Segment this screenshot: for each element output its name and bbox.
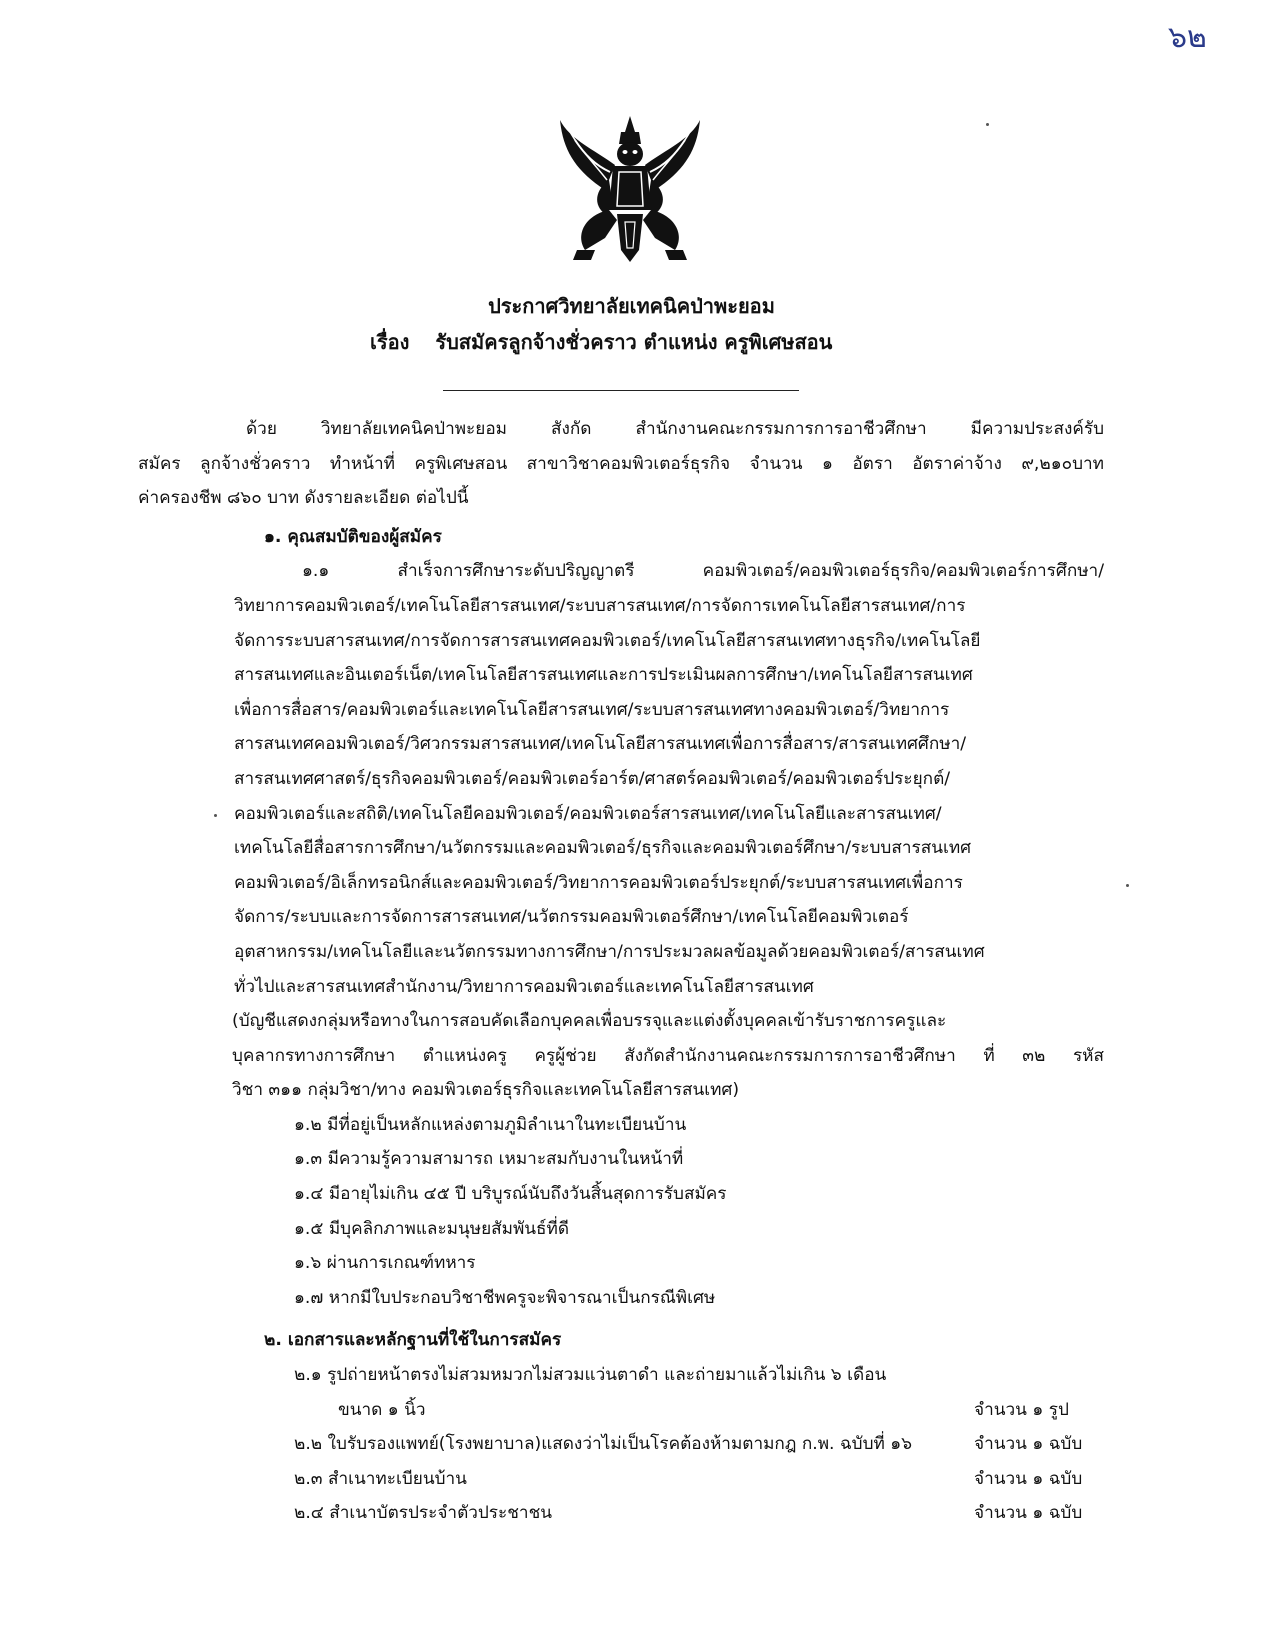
item-2-2-text: ๒.๒ ใบรับรองแพทย์(โรงพยาบาล)แสดงว่าไม่เป็นโรคต้องห้ามตามกฎ ก.พ. ฉบับที่ ๑๖ bbox=[294, 1434, 913, 1455]
item-1-1-line: ทั่วไปและสารสนเทศสำนักงาน/วิทยาการคอมพิวเตอร์และเทคโนโลยีสารสนเทศ bbox=[234, 976, 814, 997]
section-2-heading: ๒. เอกสารและหลักฐานที่ใช้ในการสมัคร bbox=[264, 1330, 562, 1351]
intro-line-2: สมัคร ลูกจ้างชั่วคราว ทำหน้าที่ ครูพิเศษสอน สาขาวิชาคอมพิวเตอร์ธุรกิจ จำนวน ๑ อัตรา อัตราค่าจ้าง ๙,๒๑๐บาท bbox=[138, 453, 1104, 474]
subject-label: เรื่อง bbox=[370, 330, 410, 354]
item-2-1-size bbox=[246, 1393, 1104, 1428]
scan-speck bbox=[986, 123, 989, 126]
scan-speck bbox=[214, 814, 217, 817]
item-1-1-line: คอมพิวเตอร์/อิเล็กทรอนิกส์และคอมพิวเตอร์/วิทยาการคอมพิวเตอร์ประยุกต์/ระบบสารสนเทศเพื่อการ bbox=[234, 872, 963, 893]
item-1-1-line: จัดการ/ระบบและการจัดการสารสนเทศ/นวัตกรรมคอมพิวเตอร์ศึกษา/เทคโนโลยีคอมพิวเตอร์ bbox=[234, 907, 909, 928]
intro-line-3: ค่าครองชีพ ๘๖๐ บาท ดังรายละเอียด ต่อไปนี้ bbox=[138, 488, 469, 509]
item-1-7: ๑.๗ หากมีใบประกอบวิชาชีพครูจะพิจารณาเป็นกรณีพิเศษ bbox=[294, 1287, 716, 1308]
item-1-1-line: สารสนเทศศาสตร์/ธุรกิจคอมพิวเตอร์/คอมพิวเตอร์อาร์ต/ศาสตร์คอมพิวเตอร์/คอมพิวเตอร์ประยุกต์/ bbox=[234, 768, 951, 789]
item-2-3 bbox=[246, 1462, 1104, 1497]
garuda-emblem-icon bbox=[555, 110, 705, 270]
item-2-4-qty: จำนวน ๑ ฉบับ bbox=[974, 1503, 1083, 1524]
item-2-3-text: ๒.๓ สำเนาทะเบียนบ้าน bbox=[294, 1468, 467, 1489]
item-1-1-line: เทคโนโลยีสื่อสารการศึกษา/นวัตกรรมและคอมพิวเตอร์/ธุรกิจและคอมพิวเตอร์ศึกษา/ระบบสารสนเทศ bbox=[234, 838, 972, 859]
item-2-1: ๒.๑ รูปถ่ายหน้าตรงไม่สวมหมวกไม่สวมแว่นตาดำ และถ่ายมาแล้วไม่เกิน ๖ เดือน bbox=[294, 1365, 887, 1386]
item-1-1-line: คอมพิวเตอร์และสถิติ/เทคโนโลยีคอมพิวเตอร์/คอมพิวเตอร์สารสนเทศ/เทคโนโลยีและสารสนเทศ/ bbox=[234, 803, 942, 824]
item-2-4 bbox=[246, 1496, 1104, 1531]
note-line: (บัญชีแสดงกลุ่มหรือทางในการสอบคัดเลือกบุคคลเพื่อบรรจุและแต่งตั้งบุคคลเข้ารับราชการครูและ bbox=[232, 1011, 947, 1032]
item-1-1-line: อุตสาหกรรม/เทคโนโลยีและนวัตกรรมทางการศึกษา/การประมวลผลข้อมูลด้วยคอมพิวเตอร์/สารสนเทศ bbox=[234, 941, 985, 962]
item-2-1-qty: จำนวน ๑ รูป bbox=[974, 1399, 1069, 1420]
item-1-1-line: ๑.๑ สำเร็จการศึกษาระดับปริญญาตรี คอมพิวเตอร์/คอมพิวเตอร์ธุรกิจ/คอมพิวเตอร์การศึกษา/ bbox=[302, 561, 1104, 582]
item-1-1-line: จัดการระบบสารสนเทศ/การจัดการสารสนเทศคอมพิวเตอร์/เทคโนโลยีสารสนเทศทางธุรกิจ/เทคโนโลยี bbox=[234, 630, 981, 651]
item-1-1-line: วิทยาการคอมพิวเตอร์/เทคโนโลยีสารสนเทศ/ระบบสารสนเทศ/การจัดการเทคโนโลยีสารสนเทศ/การ bbox=[234, 595, 966, 616]
document-body bbox=[138, 412, 1104, 1531]
org-title: ประกาศวิทยาลัยเทคนิคป่าพะยอม bbox=[488, 294, 775, 318]
note-line: บุคลากรทางการศึกษา ตำแหน่งครู ครูผู้ช่วย สังกัดสำนักงานคณะกรรมการการอาชีวศึกษา ที่ ๓๒ รหัส bbox=[232, 1045, 1104, 1066]
item-1-5: ๑.๕ มีบุคลิกภาพและมนุษยสัมพันธ์ที่ดี bbox=[294, 1218, 570, 1239]
note-line: วิชา ๓๑๑ กลุ่มวิชา/ทาง คอมพิวเตอร์ธุรกิจและเทคโนโลยีสารสนเทศ) bbox=[232, 1080, 740, 1101]
item-1-1-line: สารสนเทศคอมพิวเตอร์/วิศวกรรมสารสนเทศ/เทคโนโลยีสารสนเทศเพื่อการสื่อสาร/สารสนเทศศึกษา/ bbox=[234, 734, 967, 755]
item-2-3-qty: จำนวน ๑ ฉบับ bbox=[974, 1468, 1083, 1489]
announcement-title bbox=[0, 290, 1263, 354]
item-1-2: ๑.๒ มีที่อยู่เป็นหลักแหล่งตามภูมิลำเนาในทะเบียนบ้าน bbox=[294, 1114, 687, 1135]
title-divider bbox=[443, 390, 799, 391]
subject-text: รับสมัครลูกจ้างชั่วคราว ตำแหน่ง ครูพิเศษสอน bbox=[435, 330, 833, 354]
item-1-1-line: เพื่อการสื่อสาร/คอมพิวเตอร์และเทคโนโลยีสารสนเทศ/ระบบสารสนเทศทางคอมพิวเตอร์/วิทยาการ bbox=[234, 699, 950, 720]
item-1-1-line: สารสนเทศและอินเตอร์เน็ต/เทคโนโลยีสารสนเทศและการประเมินผลการศึกษา/เทคโนโลยีสารสนเทศ bbox=[234, 665, 973, 686]
item-2-2 bbox=[246, 1427, 1104, 1462]
scan-speck bbox=[1126, 884, 1129, 887]
subject-line bbox=[370, 326, 832, 358]
item-2-1-size-text: ขนาด ๑ นิ้ว bbox=[338, 1399, 426, 1420]
item-1-3: ๑.๓ มีความรู้ความสามารถ เหมาะสมกับงานในหน้าที่ bbox=[294, 1149, 684, 1170]
item-1-6: ๑.๖ ผ่านการเกณฑ์ทหาร bbox=[294, 1253, 476, 1274]
item-2-2-qty: จำนวน ๑ ฉบับ bbox=[974, 1434, 1083, 1455]
section-1-heading: ๑. คุณสมบัติของผู้สมัคร bbox=[264, 526, 442, 547]
intro-line-1: ด้วย วิทยาลัยเทคนิคป่าพะยอม สังกัด สำนักงานคณะกรรมการการอาชีวศึกษา มีความประสงค์รับ bbox=[246, 419, 1104, 439]
page-number: ๖๒ bbox=[1168, 20, 1207, 55]
item-2-4-text: ๒.๔ สำเนาบัตรประจำตัวประชาชน bbox=[294, 1503, 552, 1524]
item-1-4: ๑.๔ มีอายุไม่เกิน ๔๕ ปี บริบูรณ์นับถึงวันสิ้นสุดการรับสมัคร bbox=[294, 1184, 727, 1205]
